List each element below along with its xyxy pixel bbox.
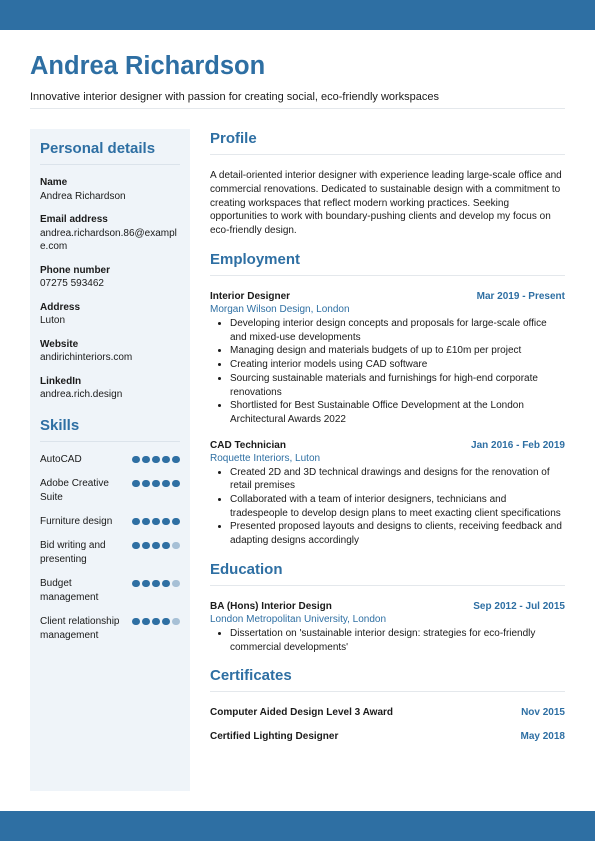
job-entry — [210, 439, 565, 548]
detail-label: LinkedIn — [40, 375, 82, 387]
bullet-item: • Created 2D and 3D technical drawings and designs for the renovation of retail premises — [230, 466, 565, 493]
skill-dot-filled — [142, 618, 150, 626]
skill-name: Bid writing and presenting — [40, 539, 106, 565]
education-dates: Sep 2012 - Jul 2015 — [473, 600, 565, 612]
detail-email — [40, 213, 180, 254]
certificates-section — [210, 666, 565, 744]
skill-rating — [132, 577, 180, 588]
certificate-item — [210, 706, 565, 720]
job-employer: Roquette Interiors, Luton — [210, 453, 321, 465]
profile-section — [210, 129, 565, 238]
education-bullets — [210, 627, 565, 654]
skill-dot-filled — [162, 480, 170, 488]
bullet-item: • Creating interior models using CAD software — [230, 358, 565, 372]
bullet-item: • Sourcing sustainable materials and furnishings for high-end corporate renovations — [230, 372, 565, 399]
detail-value: 07275 593462 — [40, 278, 104, 289]
job-employer: Morgan Wilson Design, London — [210, 304, 350, 316]
skill-rating — [132, 539, 180, 550]
certificates-divider — [210, 691, 565, 692]
skill-dot-filled — [172, 480, 180, 488]
skill-dot-filled — [152, 480, 160, 488]
skill-name: Adobe Creative Suite — [40, 477, 109, 503]
sidebar — [30, 129, 190, 791]
employment-divider — [210, 275, 565, 276]
skill-name: Budget management — [40, 577, 99, 603]
skill-dot-filled — [162, 542, 170, 550]
bullet-item: • Managing design and materials budgets of up to £10m per project — [230, 344, 565, 358]
profile-heading: Profile — [210, 130, 257, 147]
detail-value[interactable]: andrea.richardson.86@​example.com — [40, 227, 177, 252]
job-title: CAD Technician — [210, 439, 286, 451]
certificates-heading: Certificates — [210, 667, 292, 685]
job-bullets — [210, 317, 565, 427]
bottom-color-band — [0, 811, 595, 841]
job-dates: Mar 2019 - Present — [476, 290, 565, 302]
skill-dot-filled — [152, 542, 160, 550]
skill-dot-filled — [162, 580, 170, 588]
skill-dot-filled — [132, 580, 140, 588]
detail-value[interactable]: andrea.rich.design — [40, 389, 123, 400]
main-content — [210, 129, 565, 754]
job-entry — [210, 290, 565, 427]
skill-name: Client relationship management — [40, 615, 120, 641]
skill-dot-filled — [152, 618, 160, 626]
certificate-name: Certified Lighting Designer — [210, 731, 339, 743]
skill-rating — [132, 453, 180, 464]
skill-name: Furniture design — [40, 515, 113, 527]
certificate-name: Computer Aided Design Level 3 Award — [210, 707, 394, 719]
detail-label: Website — [40, 338, 79, 350]
skill-rating — [132, 515, 180, 526]
profile-divider — [210, 154, 565, 155]
skill-dot-filled — [132, 480, 140, 488]
job-dates: Jan 2016 - Feb 2019 — [471, 439, 565, 451]
job-title: Interior Designer — [210, 290, 291, 302]
certificate-item — [210, 730, 565, 744]
skills-list — [40, 453, 180, 643]
detail-label: Address — [40, 301, 81, 313]
skill-dot-filled — [162, 618, 170, 626]
personal-details-heading: Personal details — [40, 140, 156, 157]
detail-name — [40, 176, 180, 203]
detail-label: Name — [40, 177, 68, 188]
skill-name: AutoCAD — [40, 453, 82, 465]
education-institution: London Metropolitan University, London — [210, 614, 387, 626]
skill-item — [40, 539, 180, 567]
skill-dot-filled — [152, 518, 160, 526]
bullet-item: • Developing interior design concepts and proposals for large-scale office and mixed-use developments — [230, 317, 565, 344]
skill-dot-filled — [142, 580, 150, 588]
skill-dot-filled — [172, 456, 180, 464]
skill-item — [40, 515, 180, 529]
resume-name: Andrea Richardson — [30, 52, 266, 80]
profile-text: A detail-oriented interior designer with experience leading large-scale office and commercial renovations. Dedicated to sustainable design with a commitment to creating workspaces that reflect modern working practices. Seeking opportunities to work with boundary-pushing clients and develop my focus on eco-friendly design. — [210, 170, 562, 237]
education-heading: Education — [210, 560, 283, 578]
skill-rating — [132, 615, 180, 626]
skill-dot-empty — [172, 542, 180, 550]
skills-divider — [40, 441, 180, 442]
skill-dot-filled — [132, 618, 140, 626]
detail-label: Phone number — [40, 264, 111, 276]
skill-dot-filled — [132, 456, 140, 464]
certificate-date: Nov 2015 — [521, 707, 565, 719]
employment-section — [210, 250, 565, 548]
bullet-item: • Shortlisted for Best Sustainable Office Development at the London Architectural Awards 2022 — [230, 399, 565, 426]
bullet-item: • Presented proposed layouts and designs to clients, receiving feedback and adapting designs accordingly — [230, 520, 565, 547]
detail-value[interactable]: andirichinteriors.com — [40, 352, 133, 363]
skill-dot-filled — [162, 518, 170, 526]
detail-website — [40, 338, 180, 365]
detail-value: Luton — [40, 315, 66, 326]
skill-dot-filled — [152, 456, 160, 464]
skill-dot-filled — [142, 518, 150, 526]
skill-dot-filled — [142, 480, 150, 488]
education-divider — [210, 585, 565, 586]
education-entry — [210, 600, 565, 654]
skill-item — [40, 477, 180, 505]
bullet-item: • Collaborated with a team of interior designers, technicians and tradespeople to develop design plans to meet exacting client specifications — [230, 493, 565, 520]
bullet-item: • Dissertation on 'sustainable interior design: strategies for eco-friendly commercial developments' — [230, 627, 565, 654]
skill-dot-empty — [172, 580, 180, 588]
job-bullets — [210, 466, 565, 548]
certificate-date: May 2018 — [520, 731, 565, 743]
skill-item — [40, 453, 180, 467]
education-section — [210, 560, 565, 654]
degree-title: BA (Hons) Interior Design — [210, 600, 332, 612]
skill-dot-filled — [162, 456, 170, 464]
skill-dot-filled — [172, 518, 180, 526]
skill-dot-empty — [172, 618, 180, 626]
skill-item — [40, 577, 180, 605]
detail-phone — [40, 264, 180, 291]
skill-dot-filled — [132, 542, 140, 550]
skill-item — [40, 615, 180, 643]
header-divider — [30, 108, 565, 109]
detail-address — [40, 301, 180, 328]
detail-value: Andrea Richardson — [40, 190, 126, 202]
skill-dot-filled — [132, 518, 140, 526]
skill-dot-filled — [152, 580, 160, 588]
personal-details-divider — [40, 164, 180, 165]
employment-heading: Employment — [210, 250, 301, 268]
skill-rating — [132, 477, 180, 488]
detail-linkedin — [40, 375, 180, 402]
resume-tagline: Innovative interior designer with passion for creating social, eco-friendly workspaces — [30, 91, 440, 103]
skill-dot-filled — [142, 456, 150, 464]
detail-label: Email address — [40, 214, 108, 225]
skills-heading: Skills — [40, 416, 80, 434]
top-color-band — [0, 0, 595, 30]
skill-dot-filled — [142, 542, 150, 550]
